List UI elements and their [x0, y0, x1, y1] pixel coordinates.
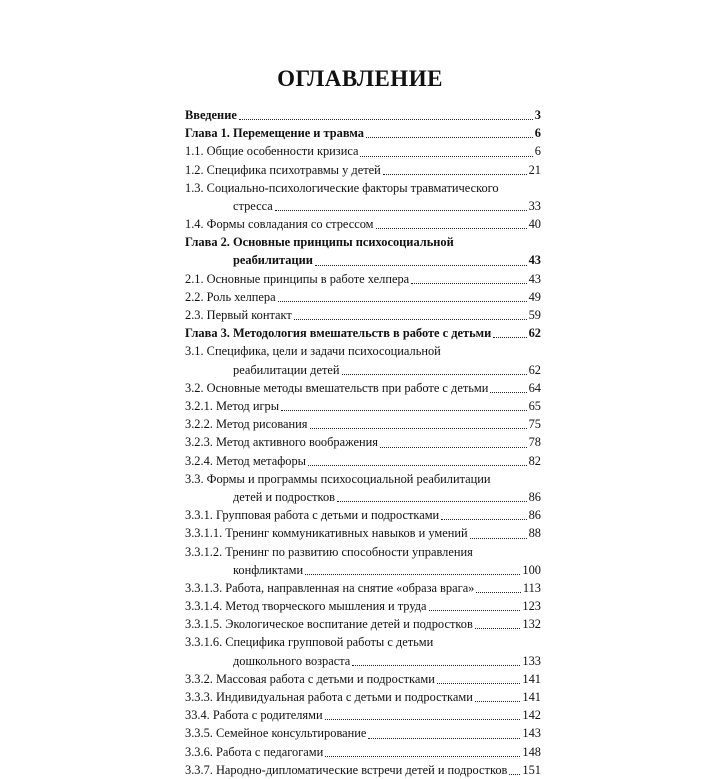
toc-entry-continuation: стресса	[233, 198, 273, 213]
toc-entry-title: 3.1. Специфика, цели и задачи психосоциальной	[185, 344, 441, 359]
dot-leader	[429, 609, 521, 611]
dot-leader	[441, 518, 526, 520]
toc-entry	[185, 724, 541, 742]
toc-entry	[185, 452, 541, 470]
table-of-contents	[185, 106, 541, 779]
toc-page-number: 82	[528, 453, 541, 468]
toc-entry	[185, 615, 541, 633]
toc-entry-title: 3.3.1. Групповая работа с детьми и подростками	[185, 508, 440, 523]
toc-entry-title: 1.1. Общие особенности кризиса	[185, 144, 359, 159]
toc-page-number: 65	[528, 398, 541, 413]
toc-page-number: 141	[522, 671, 541, 686]
toc-entry	[185, 761, 541, 779]
toc-page-number: 21	[528, 162, 541, 177]
toc-entry-continuation: реабилитации детей	[233, 362, 340, 377]
toc-page-number: 141	[522, 689, 541, 704]
dot-leader	[342, 373, 527, 375]
toc-entry-title: 3.3.1.5. Экологическое воспитание детей и подростков	[185, 617, 473, 632]
dot-leader	[493, 336, 526, 338]
toc-page-number: 40	[528, 217, 541, 232]
dot-leader	[294, 318, 527, 320]
toc-page-number: 133	[522, 653, 541, 668]
toc-entry-title: 3.2.1. Метод игры	[185, 398, 280, 413]
toc-page-number: 59	[528, 308, 541, 323]
dot-leader	[310, 427, 527, 429]
dot-leader	[475, 700, 521, 702]
toc-entry	[185, 270, 541, 288]
toc-page-number: 148	[522, 744, 541, 759]
toc-entry-title: Глава 2. Основные принципы психосоциальной	[185, 235, 454, 250]
toc-page-number: 64	[528, 380, 541, 395]
toc-page-number: 143	[522, 726, 541, 741]
toc-page-number: 151	[522, 762, 541, 777]
toc-entry-title: 3.2. Основные методы вмешательств при работе с детьми	[185, 380, 489, 395]
toc-entry-title: 3.2.2. Метод рисования	[185, 417, 308, 432]
toc-page-number: 113	[522, 580, 541, 595]
toc-page-number: 43	[528, 271, 541, 286]
toc-entry-title: Глава 3. Методология вмешательств в работе с детьми	[185, 326, 492, 341]
toc-entry-title: 3.3.1.6. Специфика групповой работы с детьми	[185, 635, 434, 650]
dot-leader	[325, 755, 520, 757]
toc-entry	[185, 106, 541, 124]
toc-entry-title: 1.3. Социально-психологические факторы травматического	[185, 180, 499, 195]
toc-entry	[185, 361, 541, 379]
toc-page-number: 100	[522, 562, 541, 577]
toc-entry	[185, 524, 541, 542]
toc-entry	[185, 561, 541, 579]
dot-leader	[368, 737, 520, 739]
toc-entry	[185, 324, 541, 342]
toc-page-number: 43	[528, 253, 541, 268]
toc-entry-title: 3.2.3. Метод активного воображения	[185, 435, 378, 450]
dot-leader	[337, 500, 527, 502]
toc-entry-title: 3.3.7. Народно-дипломатические встречи детей и подростков	[185, 762, 508, 777]
toc-entry-title: 3.3.1.4. Метод творческого мышления и труда	[185, 599, 427, 614]
toc-page-number: 49	[528, 289, 541, 304]
toc-entry-title: 2.3. Первый контакт	[185, 308, 292, 323]
toc-page-number: 88	[528, 526, 541, 541]
toc-entry	[185, 215, 541, 233]
toc-entry-title: 3.3.2. Массовая работа с детьми и подростками	[185, 671, 435, 686]
page-title: ОГЛАВЛЕНИЕ	[277, 66, 443, 91]
toc-entry	[185, 743, 541, 761]
toc-entry-title: 3.3.5. Семейное консультирование	[185, 726, 367, 741]
toc-page-number: 86	[528, 508, 541, 523]
toc-entry-continuation: дошкольного возраста	[233, 653, 351, 668]
toc-entry	[185, 252, 541, 270]
dot-leader	[490, 391, 526, 393]
toc-page-number: 62	[528, 326, 541, 341]
toc-entry-title: 3.3.1.3. Работа, направленная на снятие «образа врага»	[185, 580, 475, 595]
dot-leader	[315, 264, 527, 266]
toc-entry	[185, 124, 541, 142]
toc-entry-title: 2.2. Роль хелпера	[185, 289, 276, 304]
toc-entry	[185, 670, 541, 688]
dot-leader	[376, 227, 527, 229]
toc-page-number: 62	[528, 362, 541, 377]
toc-entry-title: Глава 1. Перемещение и травма	[185, 126, 364, 141]
dot-leader	[437, 682, 521, 684]
toc-page-number: 3	[534, 107, 541, 122]
toc-entry	[185, 415, 541, 433]
dot-leader	[411, 282, 526, 284]
toc-entry-title: 3.2.4. Метод метафоры	[185, 453, 306, 468]
dot-leader	[278, 300, 527, 302]
toc-entry	[185, 706, 541, 724]
toc-entry	[185, 488, 541, 506]
dot-leader	[380, 446, 527, 448]
toc-page-number: 75	[528, 417, 541, 432]
dot-leader	[275, 209, 527, 211]
dot-leader	[476, 591, 520, 593]
toc-entry	[185, 652, 541, 670]
toc-entry-title: 2.1. Основные принципы в работе хелпера	[185, 271, 410, 286]
toc-entry	[185, 433, 541, 451]
dot-leader	[470, 537, 527, 539]
dot-leader	[281, 409, 527, 411]
dot-leader	[475, 627, 521, 629]
dot-leader	[308, 464, 527, 466]
toc-entry-title: 3.3.6. Работа с педагогами	[185, 744, 324, 759]
toc-entry-title: 1.2. Специфика психотравмы у детей	[185, 162, 381, 177]
toc-entry	[185, 579, 541, 597]
toc-entry	[185, 379, 541, 397]
toc-entry-title: 3.3. Формы и программы психосоциальной реабилитации	[185, 471, 491, 486]
toc-entry-title: 3.3.1.2. Тренинг по развитию способности управления	[185, 544, 473, 559]
toc-page-number: 6	[534, 144, 541, 159]
toc-entry	[185, 288, 541, 306]
toc-entry	[185, 161, 541, 179]
toc-entry	[185, 597, 541, 615]
toc-entry-title: 3.3.3. Индивидуальная работа с детьми и подростками	[185, 689, 473, 704]
toc-page-number: 123	[522, 599, 541, 614]
toc-page-number: 78	[528, 435, 541, 450]
dot-leader	[239, 118, 533, 120]
toc-entry	[185, 197, 541, 215]
toc-entry	[185, 142, 541, 160]
toc-entry	[185, 506, 541, 524]
toc-entry	[185, 306, 541, 324]
toc-entry-title: 3.3.1.1. Тренинг коммуникативных навыков и умений	[185, 526, 468, 541]
dot-leader	[360, 155, 532, 157]
toc-entry-title: Введение	[185, 107, 237, 122]
toc-entry-continuation: реабилитации	[233, 253, 313, 268]
toc-entry-continuation: детей и подростков	[233, 489, 335, 504]
toc-page-number: 33	[528, 198, 541, 213]
dot-leader	[305, 573, 520, 575]
toc-page-number: 132	[522, 617, 541, 632]
toc-entry	[185, 688, 541, 706]
toc-entry-title: 33.4. Работа с родителями	[185, 708, 323, 723]
dot-leader	[383, 173, 527, 175]
toc-page-number: 86	[528, 489, 541, 504]
toc-entry-continuation: конфликтами	[233, 562, 304, 577]
dot-leader	[366, 136, 533, 138]
toc-entry	[185, 397, 541, 415]
dot-leader	[325, 718, 521, 720]
toc-entry-title: 1.4. Формы совладания со стрессом	[185, 217, 374, 232]
toc-page-number: 142	[522, 708, 541, 723]
dot-leader	[352, 664, 520, 666]
toc-page-number: 6	[534, 126, 541, 141]
dot-leader	[509, 773, 520, 775]
